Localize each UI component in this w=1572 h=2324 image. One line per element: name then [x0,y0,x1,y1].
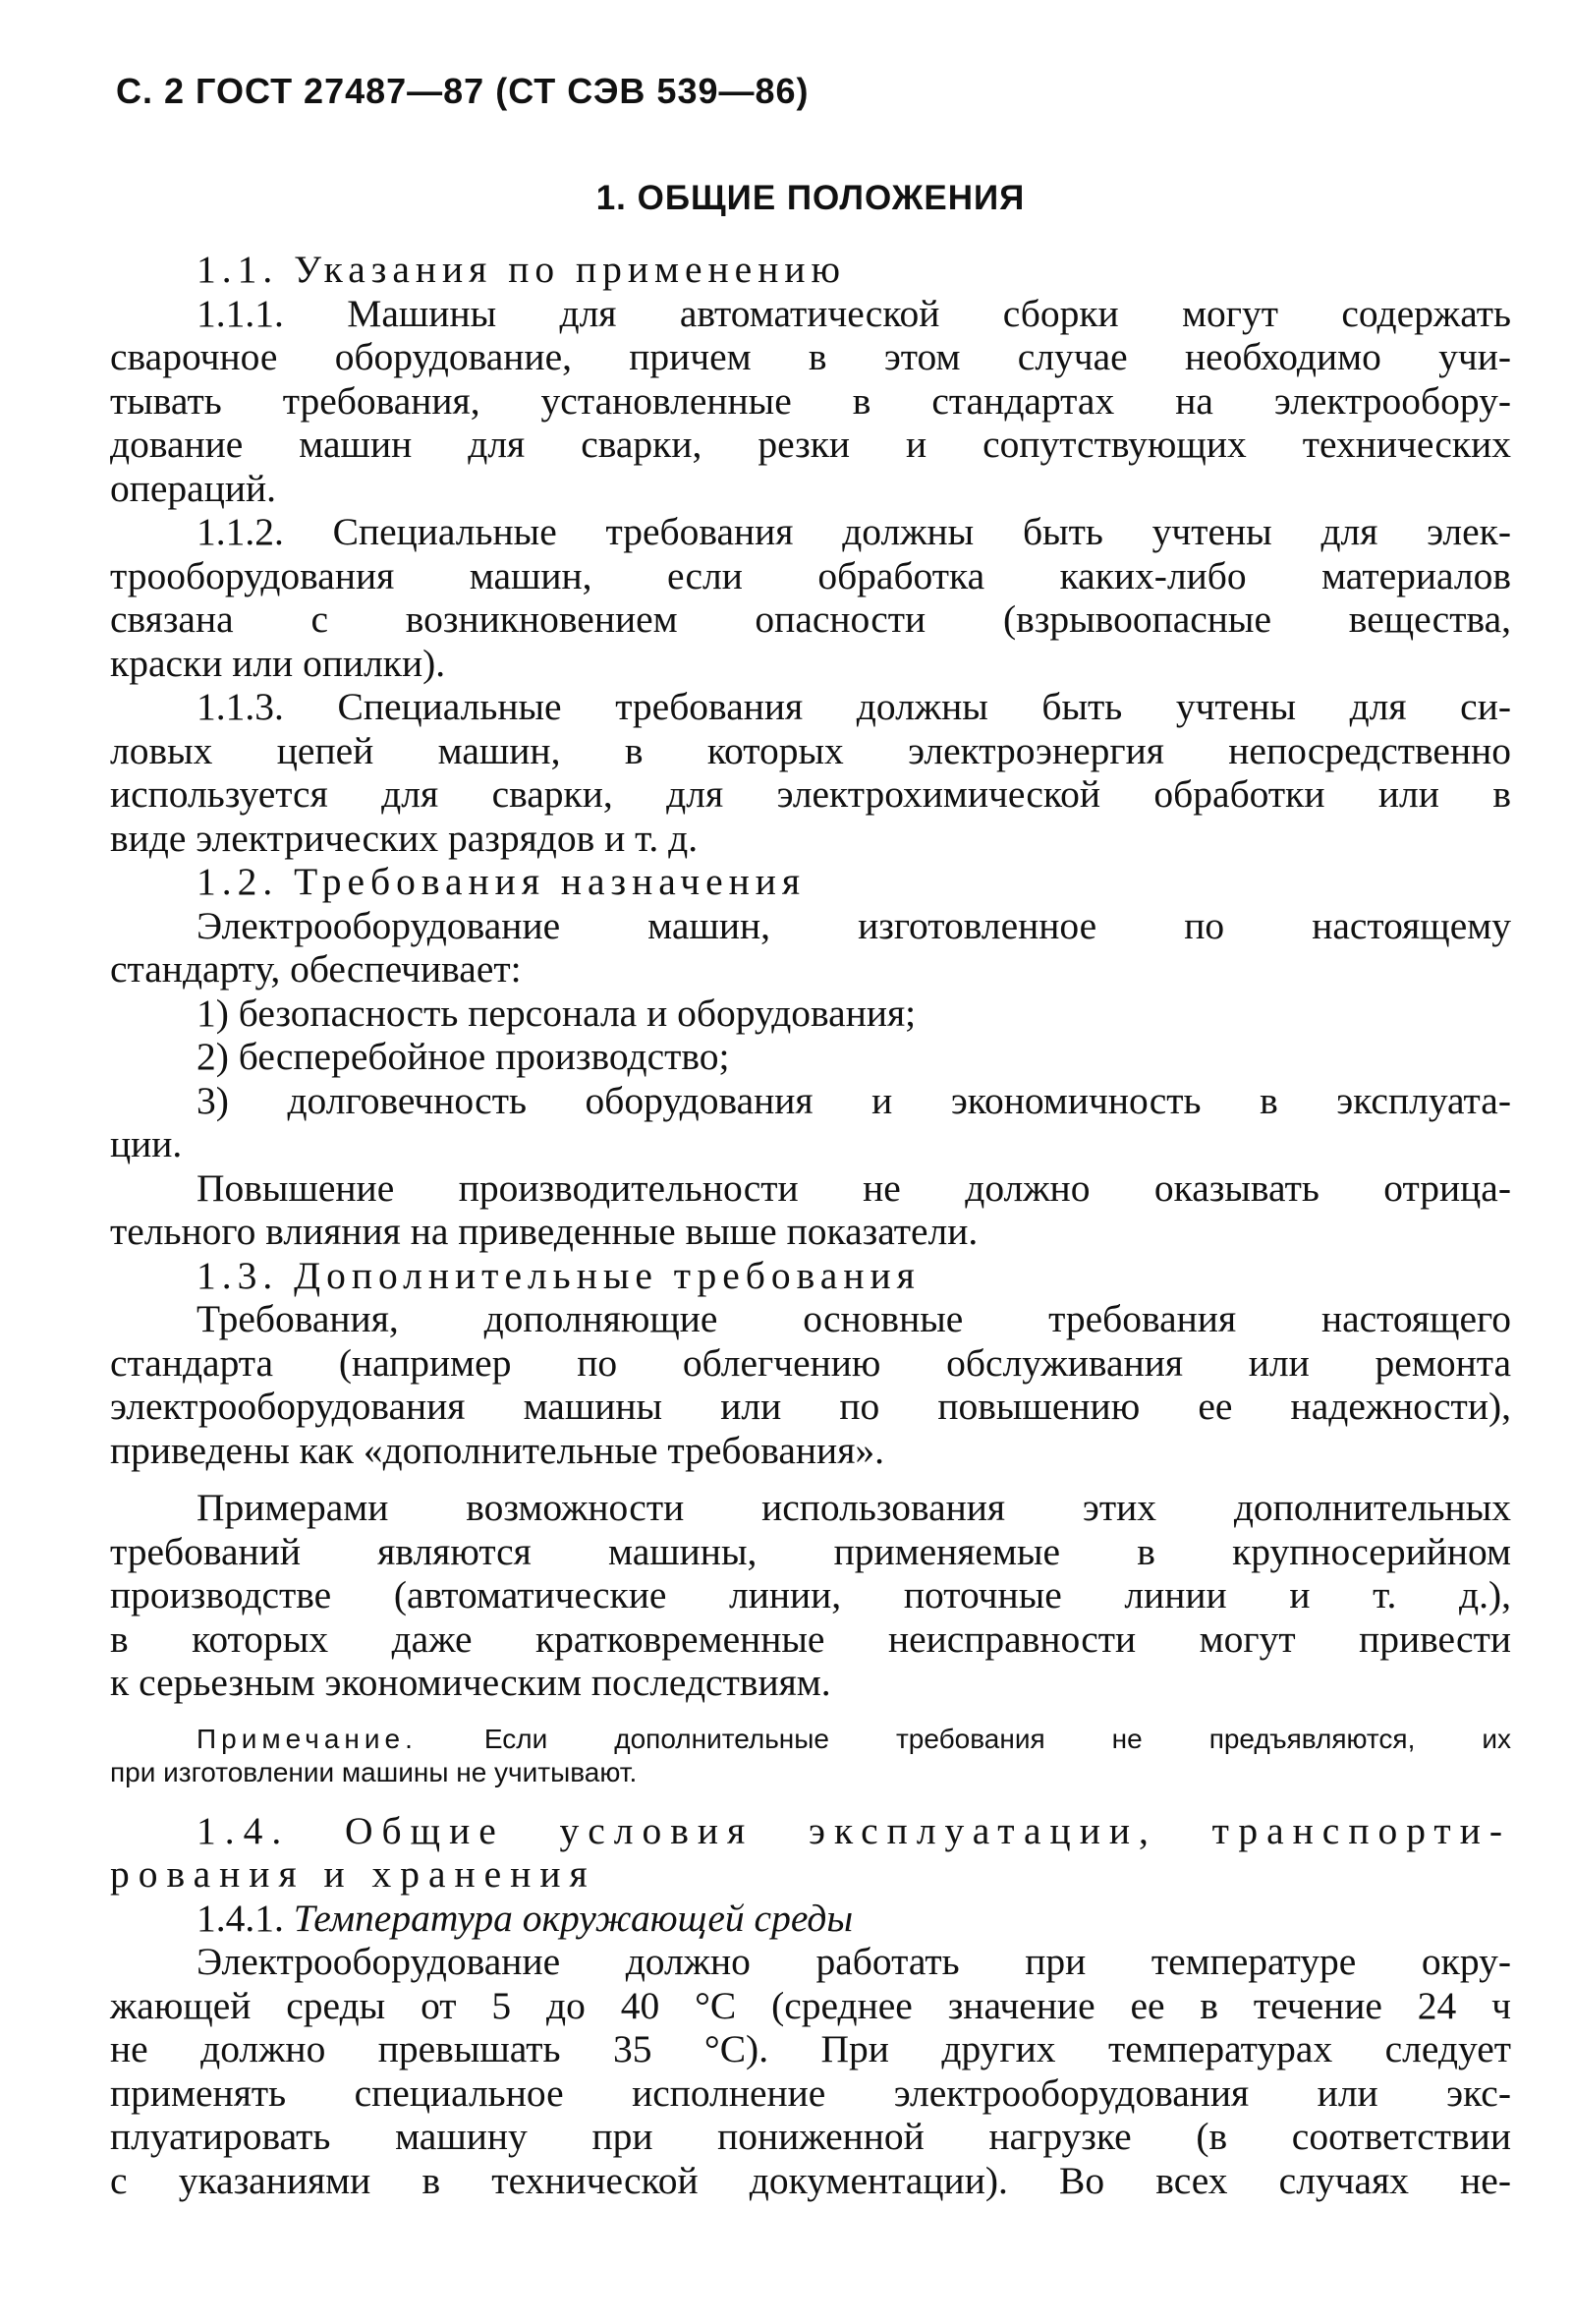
text-line: используется для сварки, для электрохимической обработки или в [110,772,1511,816]
note-label: Примечание. [196,1723,418,1754]
text-line: Примерами возможности использования этих дополнительных [196,1486,1511,1529]
text-line: в которых даже кратковременные неисправности могут привести [110,1616,1511,1661]
subsection-heading-1-3: 1.3. Дополнительные требования [196,1253,921,1297]
paragraph-1-3-1 [110,1297,1511,1472]
text-line: виде электрических разрядов и т. д. [110,816,699,860]
text-line: ловых цепей машин, в которых электроэнергия непосредственно [110,728,1511,772]
heading-line: рования и хранения [110,1852,596,1896]
paragraph-1-1-1 [110,292,1511,511]
text-line: к серьезным экономическим последствиям. [110,1661,831,1704]
subsection-heading-1-2: 1.2. Требования назначения [196,860,807,903]
subsection-heading-1-4 [110,1809,1511,1897]
text-line: Требования, дополняющие основные требования настоящего [196,1297,1511,1340]
text-line: требований являются машины, применяемые в крупносерийном [110,1529,1511,1573]
requirements-list [110,992,1511,1166]
paragraph-1-1-2 [110,510,1511,685]
subsubsection-heading-1-4-1 [110,1897,1511,1941]
text-line: Повышение производительности не должно оказывать отрица- [196,1165,1511,1210]
paragraph-1-3-2 [110,1486,1511,1705]
text-line: с указаниями в технической документации). Во всех случаях не- [110,2158,1511,2202]
text-line: операций. [110,466,276,510]
running-header: С. 2 ГОСТ 27487—87 (СТ СЭВ 539—86) [116,71,810,111]
text-line: тывать требования, установленные в стандартах на электрообору- [110,378,1511,423]
text-line: тельного влияния на приведенные выше показатели. [110,1210,979,1253]
text-line: Электрооборудование машин, изготовленное по настоящему [196,903,1511,947]
list-item: 3) долговечность оборудования и экономичность в эксплуата- [196,1078,1511,1122]
list-item: 2) бесперебойное производство; [196,1035,730,1078]
list-item: ции. [110,1122,183,1165]
text-line: краски или опилки). [110,641,446,685]
note-line [110,1723,1511,1756]
text-line: связана с возникновением опасности (взрывоопасные вещества, [110,597,1511,641]
paragraph-1-2-closing [110,1166,1511,1254]
text-line: 1.1.1. Машины для автоматической сборки могут содержать [196,291,1511,335]
note-text: Если дополнительные требования не предъявляются, их [483,1723,1512,1754]
subsection-heading-1-1: 1.1. Указания по применению [196,248,846,291]
note-line: при изготовлении машины не учитывают. [110,1756,638,1787]
text-line: 1.1.3. Специальные требования должны быть учтены для си- [196,685,1511,728]
text-line: дование машин для сварки, резки и сопутствующих технических [110,423,1511,466]
note-block [110,1723,1511,1789]
text-line: электрооборудования машины или по повышению ее надежности), [110,1385,1511,1428]
text-line: применять специальное исполнение электрооборудования или экс- [110,2070,1511,2115]
text-line: не должно превышать 35 °С). При других температурах следует [110,2027,1511,2070]
paragraph-1-4-1 [110,1940,1511,2202]
clause-title: Температура окружающей среды [293,1896,854,1940]
text-line: Электрооборудование должно работать при температуре окру- [196,1940,1511,1983]
paragraph-1-2-intro [110,904,1511,992]
list-item: 1) безопасность персонала и оборудования; [196,991,917,1035]
text-line: приведены как «дополнительные требования». [110,1428,884,1472]
heading-line: 1.4. Общие условия эксплуатации, транспорти- [196,1808,1511,1852]
text-line: жающей среды от 5 до 40 °С (среднее значение ее в течение 24 ч [110,1983,1511,2027]
text-line: стандарта (например по облегчению обслуживания или ремонта [110,1340,1511,1385]
text-line: плуатировать машину при пониженной нагрузке (в соответствии [110,2115,1511,2158]
clause-number: 1.4.1. [196,1896,284,1940]
text-line: сварочное оборудование, причем в этом случае необходимо учи- [110,335,1511,378]
text-line: 1.1.2. Специальные требования должны быть учтены для элек- [196,510,1511,553]
paragraph-gap [110,1472,1511,1486]
text-line: производстве (автоматические линии, поточные линии и т. д.), [110,1573,1511,1616]
text-line: стандарту, обеспечивает: [110,947,522,991]
paragraph-1-1-3 [110,685,1511,860]
text-line: трооборудования машин, если обработка каких-либо материалов [110,553,1511,597]
section-title: 1. ОБЩИЕ ПОЛОЖЕНИЯ [595,179,1026,217]
